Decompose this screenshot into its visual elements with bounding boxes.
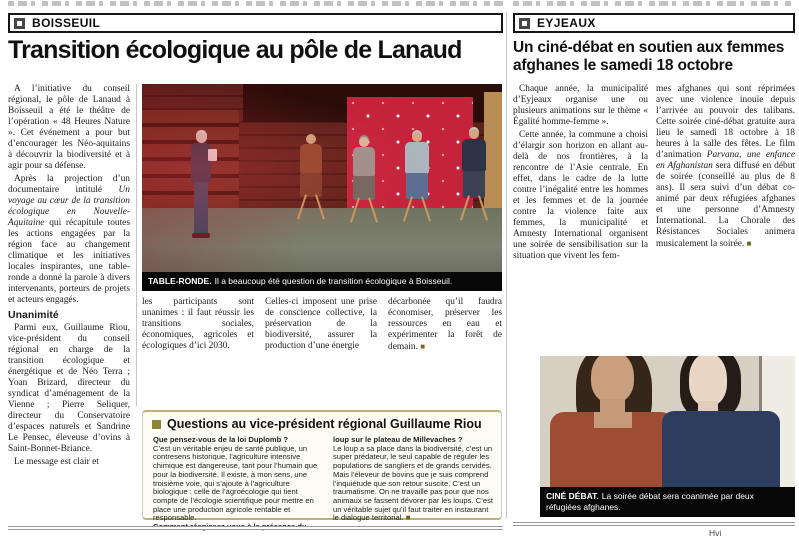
photo-caption-cine-debat [540, 487, 795, 517]
body-column-a [513, 84, 648, 264]
article-boisseuil [8, 0, 503, 540]
cine-debat-photo [540, 356, 795, 487]
caption-label: CINÉ DÉBAT. [546, 491, 599, 501]
woman-right-face [689, 356, 727, 406]
headline-eyjeaux: Un ciné-débat en soutien aux femmes afghanes le samedi 18 octobre [513, 39, 785, 74]
woman-left-face [591, 356, 634, 403]
article-divider [506, 12, 507, 518]
text-run: Après la projection d’un documentaire intitulé [8, 174, 130, 195]
article-eyjeaux [513, 0, 795, 540]
body-column-1 [8, 84, 130, 470]
qa-answer: C’est un véritable enjeu de santé publique, un contresens historique, l’agriculture intensive chimique est dangereuse, tant pour l’humain que pour la biodiversité. Il existe, à mon sens, une troisième voie, qui s’ajoute à l’agriculture biologique : celle de l’agroécologie qui tient compte de l’écologie scientifique pour mettre en place une production agricole rentable et responsable. [153, 443, 318, 523]
bottom-rule [8, 526, 503, 530]
paragraph: Cette année, la commune a choisi d’élargir son horizon en allant au-delà de nos frontières, à la rencontre de l’Asie centrale. En effet, dans le cadre de la lutte contre l’inégalité entre les hommes et les femmes et de la journée contre la violence faite aux femmes, la municipalité et Amnesty International organisent une soirée de sensibilisation sur la situation que vivent les fem- [513, 130, 648, 261]
cropped-text-strip [513, 1, 795, 6]
cropped-text-strip [8, 1, 503, 6]
section-label: EYJEAUX [537, 16, 596, 30]
paragraph: Chaque année, la municipalité d’Eyjeaux organise une ou plusieurs animations sur le thème « Égalité homme-femme ». [513, 84, 648, 127]
paragraph [8, 174, 130, 306]
italic-title: Parvana, une enfance en Afghanistan [656, 150, 795, 171]
section-label: BOISSEUIL [32, 16, 101, 30]
paragraph: A l’initiative du conseil régional, le pôle de Lanaud à Boisseuil a été le théâtre de l’opération « 48 Heures Nature ». Cet événement a pour but d’encourager les Néo-aquitains à découvrir la biodiversité et à agir pour sa défense. [8, 84, 130, 171]
woman-left-neckline [594, 412, 632, 428]
article-end-mark: ■ [405, 513, 411, 523]
italic-title: Un voyage au cœur de la transition écologique en Nouvelle-Aquitaine [8, 185, 130, 228]
column-rule [136, 84, 137, 406]
subhead-unanimite: Unanimité [8, 309, 59, 321]
body-column-b [656, 84, 795, 250]
qa-column-left [153, 436, 321, 532]
qa-box [142, 410, 502, 523]
qa-title: Questions au vice-président régional Guillaume Riou [167, 417, 482, 431]
text-run: qui récapitule toutes les actions engagées par la région face au changement climatique et les initiatives locales inspirantes, une table-ronde a donné la parole à divers intervenants, porteurs de projets et acteurs engagés. [8, 218, 130, 305]
article-end-mark: ■ [420, 342, 426, 351]
section-header-eyjeaux [513, 13, 795, 33]
square-bullet-icon [152, 420, 161, 429]
article-end-mark: ■ [746, 239, 752, 248]
caption-text: Il a beaucoup été question de transition écologique à Boisseuil. [214, 276, 453, 286]
qa-column-right [333, 436, 493, 523]
paragraph: Parmi eux, Guillaume Riou, vice-président du conseil régional en charge de la transition écologique et énergétique et de Néo Terra ; Yoan Brizard, directeur du syndicat d’aménagement de la Vienne ; Pierre Seliquer, directeur du Conservatoire d’espaces naturels et Sandrine Le Pensec, éleveuse d’ovins à Saint-Bonnet-Briance. [8, 323, 130, 454]
caption-text: La soirée débat sera coanimée par deux réfugiées afghanes. [546, 491, 754, 512]
body-column-3: Celles-ci imposent une prise de conscience collective, la préservation de la biodiversité, assurer la production d’une énergie [265, 297, 377, 351]
qa-question: loup sur le plateau de Millevaches ? [333, 435, 463, 444]
bottom-rule [513, 522, 795, 526]
qa-answer: Le loup a sa place dans la biodiversité, c’est un super prédateur, le seul capable de réguler les populations de sangliers et de grands cervidés. Mais l’éleveur de bovins que je suis comprend l’inquiétude que son retour suscite. C’est un traumatisme. On ne travaille pas pour que nos animaux se fassent dévorer par les loups. C’est un véritable sujet qu’il faut traiter en instaurant le dialogue territorial. [333, 443, 493, 523]
text-run: mes afghanes qui sont réprimées avec une violence inouïe depuis l’arrivée au pouvoir des talibans. Cette soirée ciné-débat gratuite aura lieu le samedi 18 octobre à 18 heures à la salle des fêtes. Le film d’animation [656, 84, 795, 160]
section-header-boisseuil [8, 13, 503, 33]
text-run: décarbonée qu’il faudra économiser, préserver les ressources en eau et expérimenter la forêt de demain. [388, 297, 502, 352]
photo-caption-table-ronde [142, 272, 502, 291]
section-marker-icon [519, 18, 530, 29]
text-run: sera diffusé en début de soirée (conseillé au plus de 8 ans). Il sera suivi d’un débat co-animé par deux réfugiées afghanes et une personne d’Amnesty International. La Chorale des Résistances Sociales animera musicalement la soirée. [656, 161, 795, 249]
table-ronde-photo [142, 84, 502, 272]
body-column-2: les participants sont unanimes : il faut réussir les transitions sociales, économiques, agricoles et écologiques d’ici 2030. [142, 297, 254, 351]
woman-right-shirt [662, 411, 779, 487]
headline-boisseuil: Transition écologique au pôle de Lanaud [8, 36, 462, 64]
red-light-tint [142, 84, 502, 272]
section-marker-icon [14, 18, 25, 29]
body-column-4 [388, 297, 502, 353]
caption-label: TABLE-RONDE. [148, 276, 212, 286]
qa-question: Que pensez-vous de la loi Duplomb ? [153, 435, 289, 444]
paragraph: Le message est clair et [14, 457, 99, 467]
page-credit: Hvi [709, 528, 722, 538]
qa-title-row [152, 417, 492, 431]
